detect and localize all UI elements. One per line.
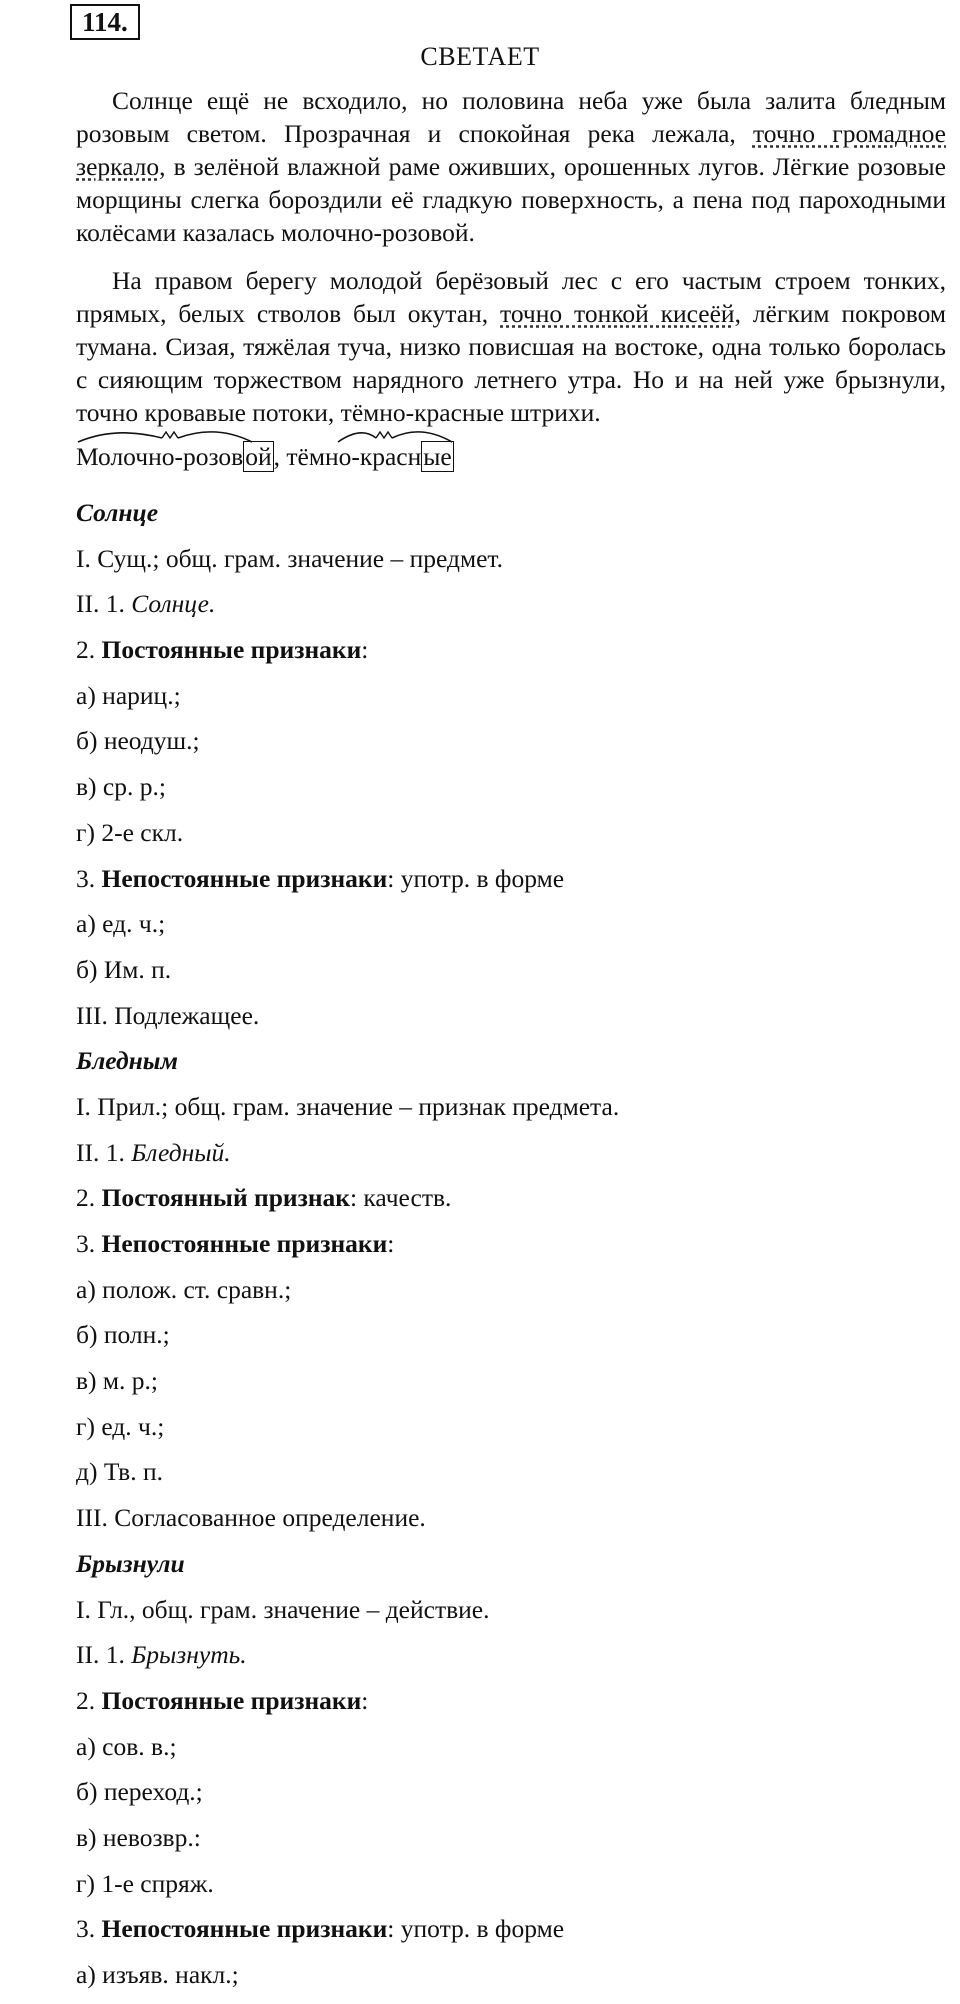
- analysis-line: а) полож. ст. сравн.;: [76, 1274, 292, 1304]
- analysis-initial-form: [76, 1130, 936, 1176]
- analysis-line: б) неодуш.;: [76, 726, 200, 756]
- features-label: Непостоянные признаки: [101, 863, 388, 893]
- line-suffix: : качеств.: [349, 1183, 452, 1213]
- features-label: Непостоянные признаки: [101, 1914, 388, 1944]
- analysis-line: г) 1-е спряж.: [76, 1868, 214, 1898]
- analysis-line: д) Тв. п.: [76, 1457, 163, 1487]
- paragraph-2: [76, 264, 946, 429]
- analysis-features-heading: [76, 1906, 936, 1952]
- analysis-word-heading: Солнце: [76, 498, 159, 527]
- features-label: Непостоянные признаки: [101, 1229, 388, 1258]
- line-prefix: II. 1.: [76, 1137, 132, 1167]
- analysis-line: III. Согласованное определение.: [76, 1503, 426, 1533]
- initial-form: Брызнуть.: [131, 1640, 247, 1670]
- line-suffix: :: [361, 1685, 369, 1715]
- analysis-line: а) изъяв. накл.;: [76, 1960, 239, 1989]
- word-1-stem: Молочно-розов: [76, 442, 244, 471]
- analysis-line: б) Им. п.: [76, 954, 172, 984]
- line-prefix: 2.: [76, 1685, 102, 1715]
- analysis-line: б) полн.;: [76, 1320, 170, 1350]
- analysis-features-heading: [76, 1678, 936, 1724]
- line-prefix: 2.: [76, 1183, 102, 1213]
- analysis-line: I. Гл., общ. грам. значение – действие.: [76, 1594, 490, 1624]
- root-arcs-icon: [76, 426, 496, 446]
- analysis-features-heading: [76, 1221, 936, 1267]
- text-title: СВЕТАЕТ: [420, 42, 540, 71]
- analysis-features-heading: [76, 1175, 936, 1221]
- analysis-line: в) невозвр.:: [76, 1822, 201, 1852]
- comparison-phrase-2: точно тонкой кисеёй: [500, 299, 735, 328]
- paragraph-1-part-2: , в зелёной влажной раме оживших, орошенных лугов. Лёгкие розовые морщины слегка бороздили её гладкую поверхность, а пена под пароходными колёсами казалась молочно-розовой.: [76, 152, 946, 247]
- comparison-phrase-1: точно громадное зеркало: [76, 119, 946, 181]
- analysis-features-heading: [76, 856, 936, 902]
- line-suffix: : употр. в форме: [387, 863, 565, 893]
- features-label: Постоянные признаки: [101, 1685, 362, 1715]
- line-suffix: :: [387, 1229, 395, 1258]
- analysis-word-heading: Брызнули: [76, 1548, 185, 1578]
- word-2-ending: ые: [423, 442, 452, 471]
- analysis-features-heading: [76, 627, 936, 673]
- analysis-line: а) нариц.;: [76, 680, 181, 710]
- paragraph-1-part-1: Солнце ещё не всходило, но половина неба уже была залита бледным розовым светом. Прозрачная и спокойная река лежала,: [76, 86, 946, 148]
- paragraph-2-part-1: На правом берегу молодой берёзовый лес с его частым строем тонких, прямых, белых стволов был окутан,: [76, 266, 946, 328]
- word-1-ending: ой: [245, 442, 272, 471]
- analysis-initial-form: [76, 581, 936, 627]
- exercise-number: 114.: [70, 4, 140, 40]
- line-prefix: 3.: [76, 1229, 102, 1258]
- analysis-line: а) сов. в.;: [76, 1731, 177, 1761]
- analysis-line: I. Сущ.; общ. грам. значение – предмет.: [76, 543, 504, 573]
- line-suffix: :: [361, 635, 369, 665]
- morphological-analysis: [76, 490, 936, 1998]
- analysis-line: I. Прил.; общ. грам. значение – признак предмета.: [76, 1091, 620, 1121]
- initial-form: Солнце.: [131, 589, 216, 619]
- features-label: Постоянный признак: [101, 1183, 350, 1213]
- morpheme-analysis-line: [76, 440, 454, 473]
- paragraph-2-part-2: , лёгким покровом тумана. Сизая, тяжёлая туча, низко повисшая на востоке, одна только боролась с сияющим торжеством нарядного летнего утра. Но и на ней уже брызнули, точно кровавые потоки, тёмно-красные штрихи.: [76, 299, 947, 427]
- analysis-word-heading: Бледным: [76, 1046, 178, 1076]
- features-label: Постоянные признаки: [101, 635, 362, 665]
- line-prefix: 3.: [76, 863, 102, 893]
- word-separator: ,: [273, 442, 287, 471]
- analysis-initial-form: [76, 1632, 936, 1678]
- word-2-stem: тёмно-красн: [286, 442, 422, 471]
- analysis-line: б) переход.;: [76, 1777, 203, 1807]
- line-suffix: : употр. в форме: [387, 1914, 565, 1944]
- line-prefix: 2.: [76, 635, 102, 665]
- analysis-line: г) ед. ч.;: [76, 1411, 165, 1441]
- analysis-line: в) ср. р.;: [76, 772, 166, 802]
- initial-form: Бледный.: [131, 1137, 231, 1167]
- line-prefix: 3.: [76, 1914, 102, 1944]
- paragraph-1: [76, 84, 946, 249]
- line-prefix: II. 1.: [76, 1640, 132, 1670]
- line-prefix: II. 1.: [76, 589, 132, 619]
- analysis-line: г) 2-е скл.: [76, 817, 184, 847]
- analysis-line: а) ед. ч.;: [76, 909, 166, 939]
- analysis-line: в) м. р.;: [76, 1366, 159, 1396]
- analysis-line: III. Подлежащее.: [76, 1000, 260, 1030]
